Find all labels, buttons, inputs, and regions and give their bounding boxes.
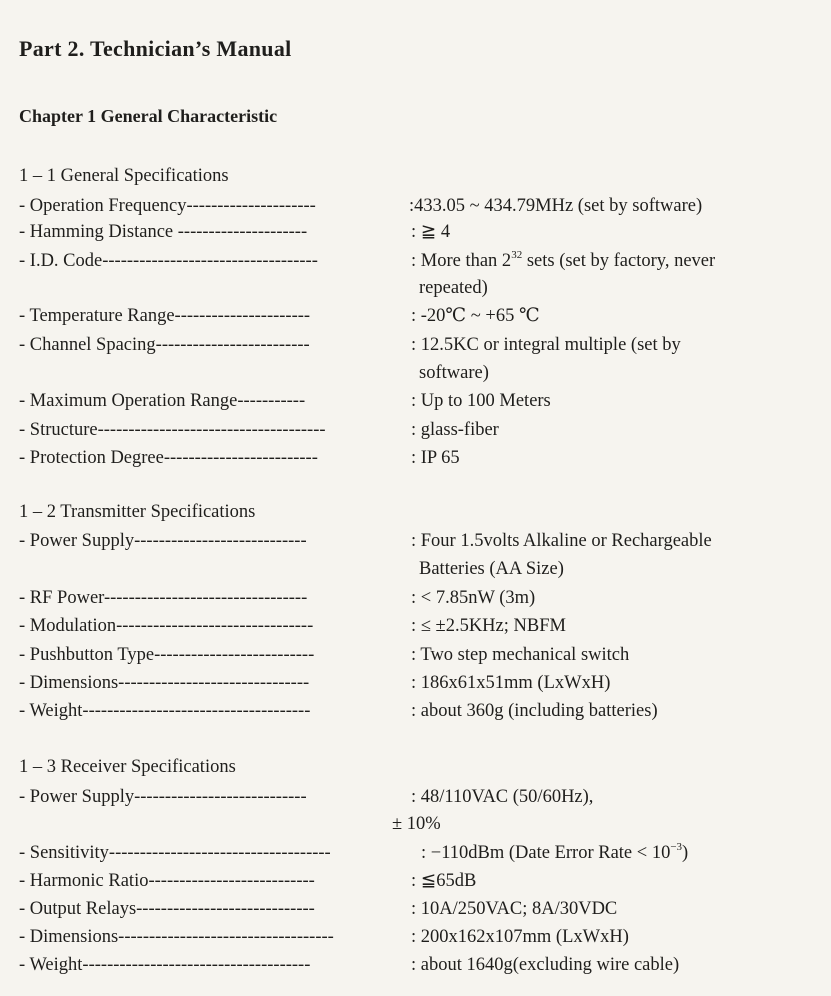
spec-label: - Dimensions----------------------------------- (19, 927, 334, 947)
spec-row-harmonic-ratio (19, 869, 819, 893)
spec-value: : < 7.85nW (3m) (411, 588, 536, 608)
spec-label: - Weight------------------------------------- (19, 701, 311, 721)
spec-label: - Power Supply---------------------------- (19, 787, 307, 807)
spec-row-protection-degree (19, 446, 819, 470)
spec-value: : Up to 100 Meters (411, 391, 551, 411)
spec-label: - Modulation-------------------------------- (19, 616, 314, 636)
spec-row-maximum-operation-range (19, 389, 819, 413)
chapter-title: Chapter 1 General Characteristic (19, 106, 278, 126)
spec-value: : 200x162x107mm (LxWxH) (411, 927, 629, 947)
spec-value: : 10A/250VAC; 8A/30VDC (411, 899, 618, 919)
spec-value: : ≧ 4 (411, 222, 451, 242)
spec-row-tx-weight (19, 699, 819, 723)
spec-label: - Channel Spacing------------------------- (19, 335, 310, 355)
spec-value: : ≤ ±2.5KHz; NBFM (411, 616, 566, 636)
spec-value: : More than $2^{32}$ sets (set by factory, never (411, 249, 716, 271)
spec-value: : -20℃ ~ +65 ℃ (411, 306, 540, 326)
spec-value: : Four 1.5volts Alkaline or Rechargeable (411, 531, 712, 551)
spec-value: : Two step mechanical switch (411, 645, 630, 665)
spec-label: - Operation Frequency--------------------- (19, 196, 316, 216)
spec-label: - Output Relays----------------------------- (19, 899, 315, 919)
spec-row-pushbutton-type (19, 643, 819, 667)
spec-row-rx-power-supply (19, 785, 819, 809)
spec-label: - Maximum Operation Range----------- (19, 391, 306, 411)
spec-value: : 186x61x51mm (LxWxH) (411, 673, 611, 693)
section-title-transmitter: 1 – 2 Transmitter Specifications (19, 502, 256, 522)
spec-row-rf-power (19, 586, 819, 610)
spec-row-operation-frequency (19, 194, 819, 218)
section-title-receiver: 1 – 3 Receiver Specifications (19, 757, 236, 777)
spec-label: - Dimensions------------------------------- (19, 673, 310, 693)
part-title: Part 2. Technician’s Manual (19, 36, 292, 61)
spec-row-modulation (19, 614, 819, 638)
spec-label: - Protection Degree------------------------- (19, 448, 318, 468)
spec-value: : 12.5KC or integral multiple (set by (411, 335, 681, 355)
spec-value-continuation: ± 10% (392, 814, 441, 834)
spec-row-id-code (19, 249, 819, 273)
spec-value-continuation: Batteries (AA Size) (419, 559, 564, 579)
spec-label: - I.D. Code----------------------------------- (19, 251, 318, 271)
spec-row-temperature-range (19, 304, 819, 328)
spec-label: - Temperature Range---------------------- (19, 306, 311, 326)
spec-value: : IP 65 (411, 448, 460, 468)
section-title-general: 1 – 1 General Specifications (19, 166, 229, 186)
spec-label: - Hamming Distance --------------------- (19, 222, 308, 242)
spec-value: : about 1640g(excluding wire cable) (411, 955, 680, 975)
spec-value-continuation: repeated) (419, 278, 488, 298)
spec-row-channel-spacing (19, 333, 819, 357)
spec-row-tx-power-supply (19, 529, 819, 553)
spec-value: : ≦65dB (411, 871, 477, 891)
spec-value-continuation: software) (419, 363, 489, 383)
spec-label: - RF Power--------------------------------- (19, 588, 308, 608)
spec-value: : glass-fiber (411, 420, 499, 440)
spec-value: : −110dBm (Date Error Rate < $10^{-3}$) (421, 841, 689, 863)
spec-row-structure (19, 418, 819, 442)
spec-label: - Sensitivity------------------------------------ (19, 843, 331, 863)
spec-label: - Weight------------------------------------- (19, 955, 311, 975)
spec-value: : about 360g (including batteries) (411, 701, 658, 721)
spec-row-rx-dimensions (19, 925, 819, 949)
spec-label: - Pushbutton Type-------------------------- (19, 645, 315, 665)
spec-label: - Power Supply---------------------------- (19, 531, 307, 551)
spec-row-sensitivity (19, 841, 819, 865)
spec-row-hamming-distance (19, 220, 819, 244)
spec-value: :433.05 ~ 434.79MHz (set by software) (409, 196, 703, 216)
spec-row-rx-weight (19, 953, 819, 977)
spec-row-tx-dimensions (19, 671, 819, 695)
spec-label: - Harmonic Ratio--------------------------- (19, 871, 315, 891)
spec-row-output-relays (19, 897, 819, 921)
spec-value: : 48/110VAC (50/60Hz), (411, 787, 594, 807)
spec-label: - Structure------------------------------------- (19, 420, 326, 440)
